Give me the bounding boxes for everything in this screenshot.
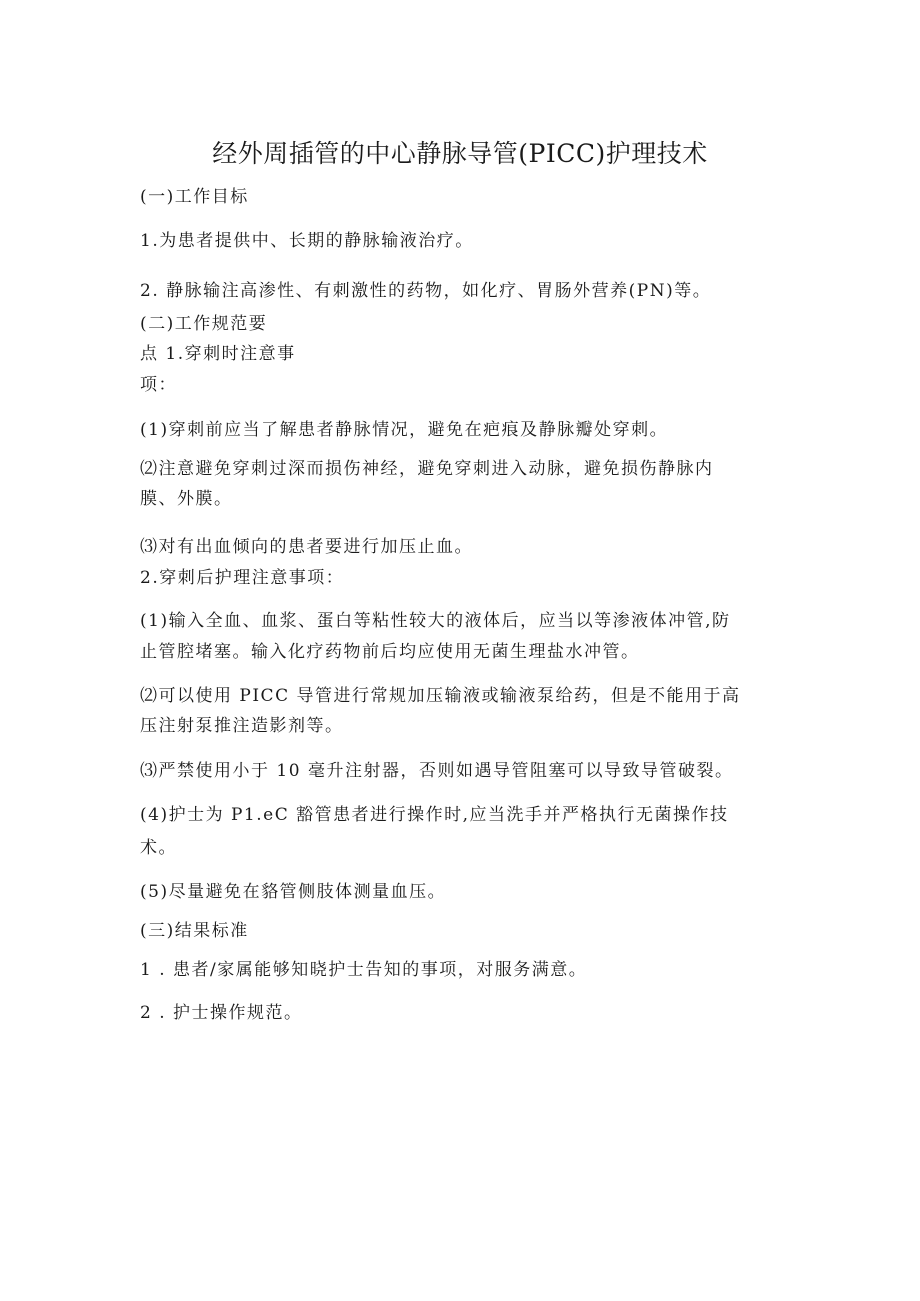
aftercare-item-4-cont: 术。 [140, 838, 177, 858]
section-heading-results: (三)结果标准 [140, 921, 249, 941]
result-item-1: 1 . 患者/家属能够知晓护士告知的事项，对服务满意。 [140, 960, 588, 980]
result-item-2: 2 . 护士操作规范。 [140, 1003, 303, 1023]
section-heading-norms: (二)工作规范要 [140, 314, 268, 334]
aftercare-item-2: ⑵可以使用 PICC 导管进行常规加压输液或输液泵给药，但是不能用于高 [140, 686, 741, 706]
goal-item-2: 2. 静脉输注高渗性、有刺激性的药物，如化疗、胃肠外营养(PN)等。 [140, 281, 712, 301]
aftercare-item-1: (1)输入全血、血浆、蛋白等粘性较大的液体后，应当以等渗液体冲管,防 [140, 611, 731, 631]
aftercare-item-3: ⑶严禁使用小于 10 毫升注射器，否则如遇导管阻塞可以导致导管破裂。 [140, 761, 734, 781]
norm-subheading-puncture: 点 1.穿刺时注意事 [140, 344, 296, 364]
section-heading-goals: (一)工作目标 [140, 187, 249, 207]
norm-subheading-puncture-cont: 项： [140, 375, 177, 395]
puncture-item-2: ⑵注意避免穿刺过深而损伤神经，避免穿刺进入动脉，避免损伤静脉内 [140, 459, 714, 479]
puncture-item-1: (1)穿刺前应当了解患者静脉情况，避免在疤痕及静脉瓣处穿刺。 [140, 420, 669, 440]
goal-item-1: 1.为患者提供中、长期的静脉输液治疗。 [140, 231, 474, 251]
puncture-item-2-cont: 膜、外膜。 [140, 489, 233, 509]
puncture-item-3: ⑶对有出血倾向的患者要进行加压止血。 [140, 537, 473, 557]
aftercare-item-1-cont: 止管腔堵塞。输入化疗药物前后均应使用无菌生理盐水冲管。 [140, 642, 640, 662]
document-title: 经外周插管的中心静脉导管(PICC)护理技术 [212, 139, 708, 168]
aftercare-item-2-cont: 压注射泵推注造影剂等。 [140, 716, 344, 736]
aftercare-item-4: (4)护士为 P1.eC 豁管患者进行操作时,应当洗手并严格执行无菌操作技 [140, 805, 729, 825]
aftercare-item-5: (5)尽量避免在貉管侧肢体测量血压。 [140, 882, 447, 902]
norm-subheading-aftercare: 2.穿刺后护理注意事项： [140, 568, 345, 588]
